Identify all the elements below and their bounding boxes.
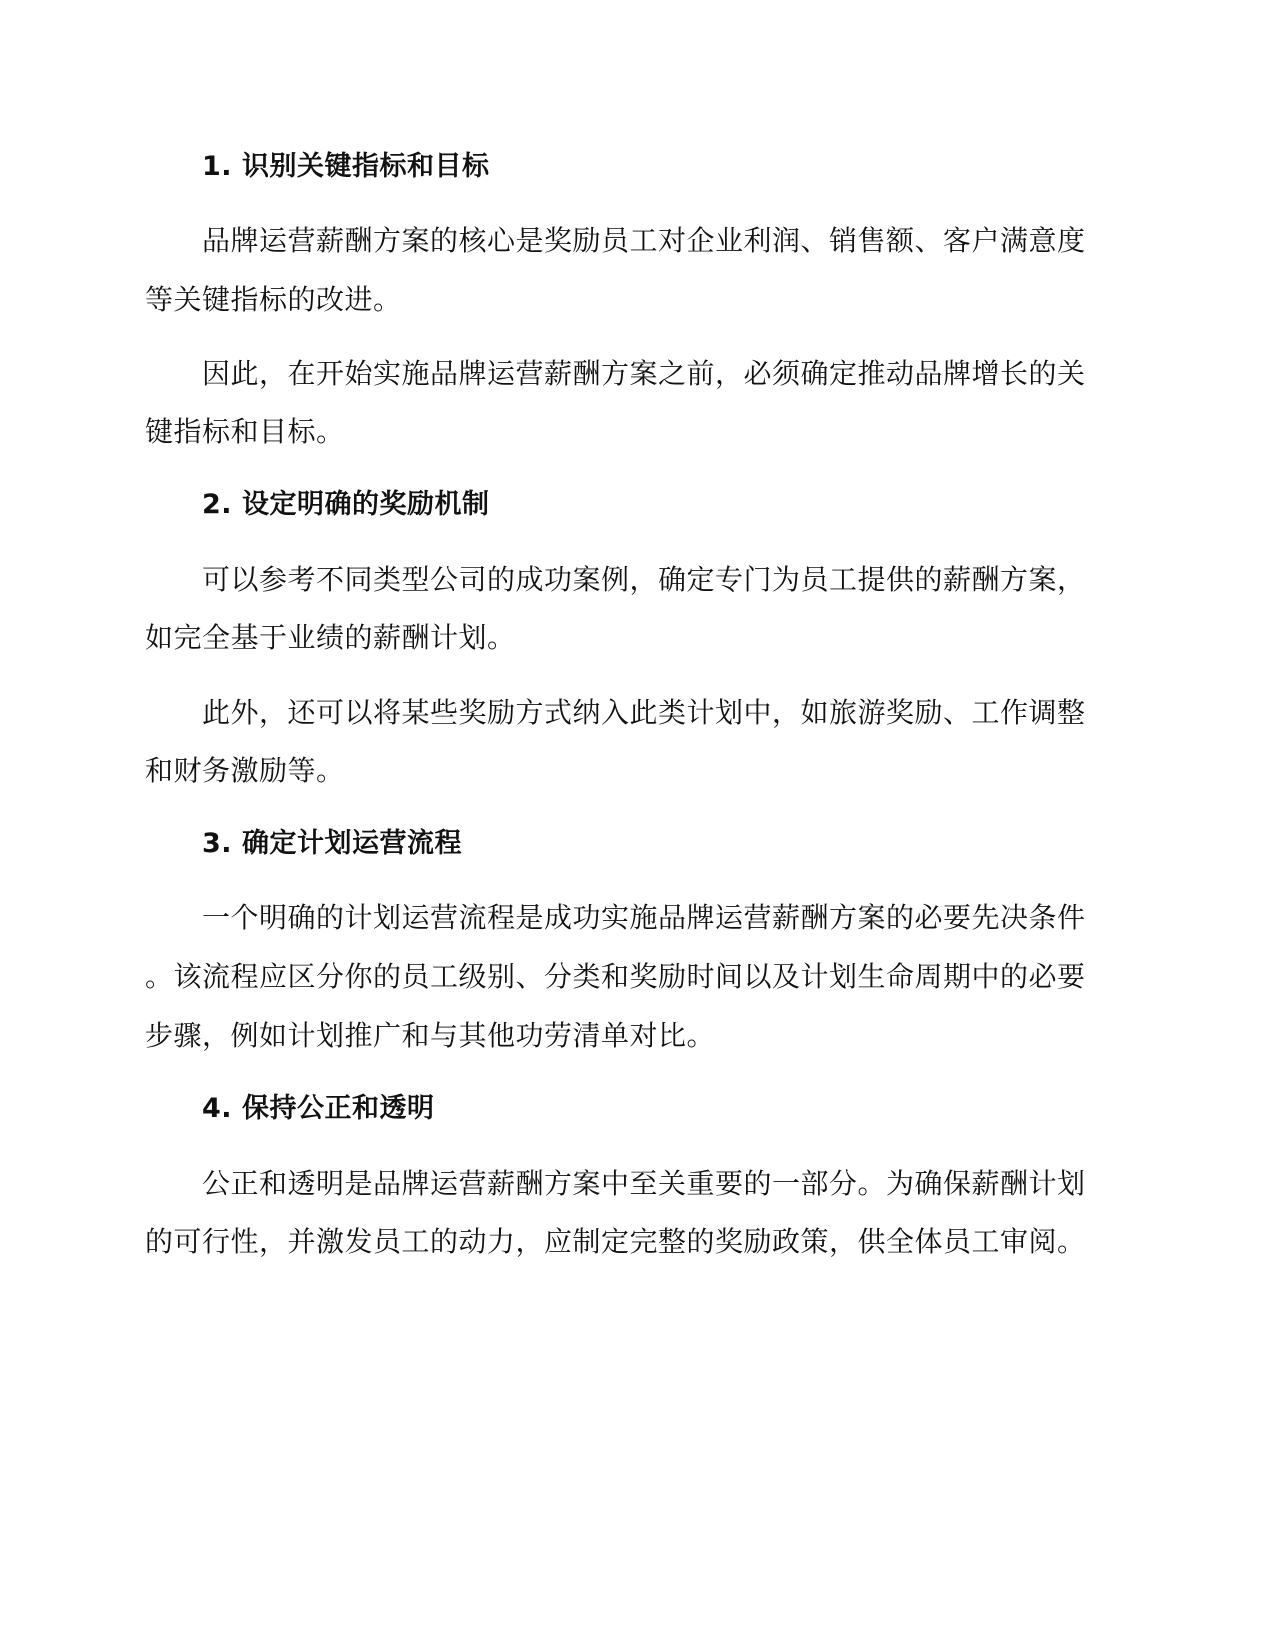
- section-1-para-2-line-2: 键指标和目标。: [145, 415, 345, 448]
- section-1-para-2-line-1: 因此，在开始实施品牌运营薪酬方案之前，必须确定推动品牌增长的关: [202, 357, 1086, 390]
- section-2-para-1-line-2: 如完全基于业绩的薪酬计划。: [145, 621, 516, 654]
- section-3-para-1-line-1: 一个明确的计划运营流程是成功实施品牌运营薪酬方案的必要先决条件: [202, 901, 1086, 934]
- section-1-para-1-line-1: 品牌运营薪酬方案的核心是奖励员工对企业利润、销售额、客户满意度: [202, 224, 1086, 257]
- section-1-heading: 1. 识别关键指标和目标: [202, 151, 490, 182]
- section-2-para-1-line-1: 可以参考不同类型公司的成功案例，确定专门为员工提供的薪酬方案，: [202, 563, 1086, 596]
- section-3-para-1-line-3: 步骤，例如计划推广和与其他功劳清单对比。: [145, 1019, 716, 1052]
- section-4-para-1-line-2: 的可行性，并激发员工的动力，应制定完整的奖励政策，供全体员工审阅。: [145, 1225, 1086, 1258]
- section-1-para-1-line-2: 等关键指标的改进。: [145, 283, 402, 316]
- section-4-heading: 4. 保持公正和透明: [202, 1093, 435, 1124]
- section-2-para-2-line-1: 此外，还可以将某些奖励方式纳入此类计划中，如旅游奖励、工作调整: [202, 696, 1086, 729]
- section-4-para-1-line-1: 公正和透明是品牌运营薪酬方案中至关重要的一部分。为确保薪酬计划: [202, 1167, 1086, 1200]
- section-3-heading: 3. 确定计划运营流程: [202, 828, 462, 859]
- section-2-heading: 2. 设定明确的奖励机制: [202, 489, 490, 520]
- section-2-para-2-line-2: 和财务激励等。: [145, 754, 345, 787]
- section-3-para-1-line-2: 。该流程应区分你的员工级别、分类和奖励时间以及计划生命周期中的必要: [145, 960, 1086, 993]
